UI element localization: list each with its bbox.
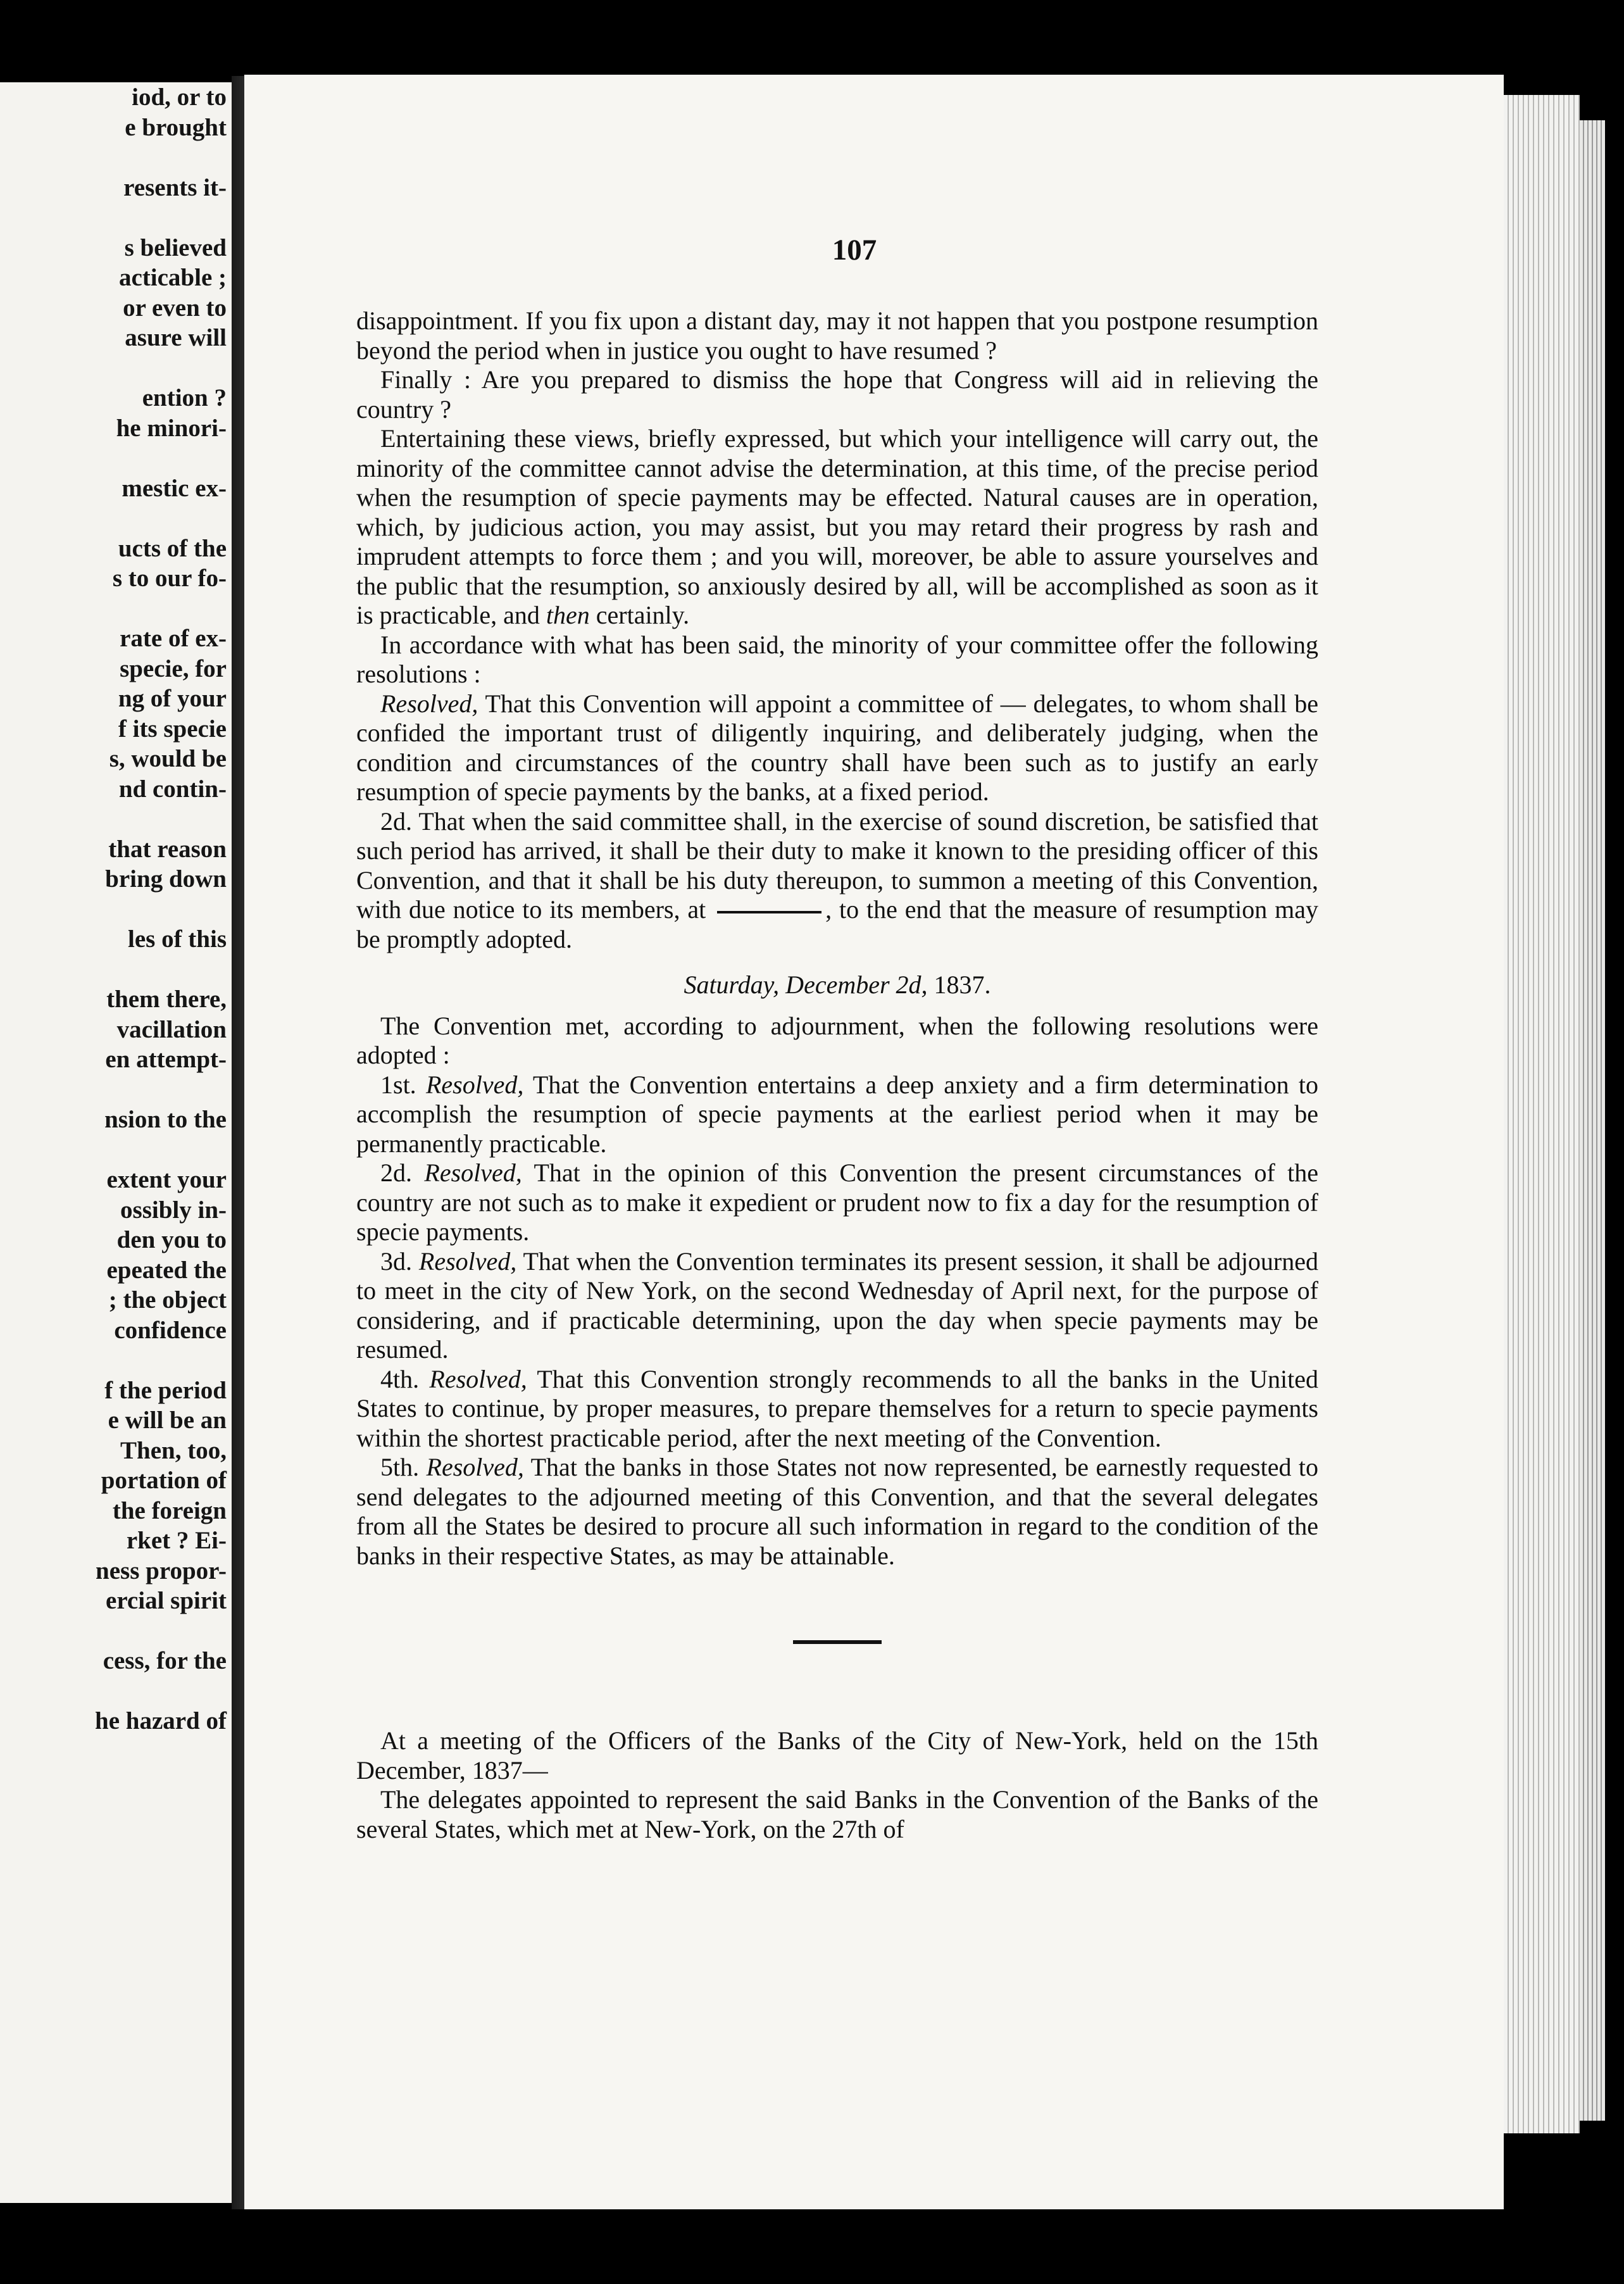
page-content	[356, 306, 1318, 1844]
left-page-line: ng of your	[118, 685, 227, 712]
resolution-1st	[356, 1070, 1318, 1159]
resolution-number: 5th.	[380, 1453, 420, 1481]
left-page-text	[0, 82, 227, 1736]
left-page-line: portation of	[101, 1467, 227, 1494]
left-page-line: epeated the	[106, 1256, 227, 1284]
resolution-3d	[356, 1247, 1318, 1365]
left-page-line	[0, 203, 227, 233]
left-page-line	[0, 955, 227, 985]
left-page-line: cess, for the	[103, 1647, 227, 1674]
left-page-line	[0, 503, 227, 534]
left-page-line	[0, 443, 227, 474]
left-page-line: iod, or to	[132, 84, 227, 111]
paragraph-delegates: The delegates appointed to represent the said Banks in the Convention of the Banks of the several States, which met at New-York, on the 27th of	[356, 1785, 1318, 1843]
page-edges	[1504, 95, 1580, 2133]
left-page-line	[0, 894, 227, 925]
left-page-line: he minori-	[116, 414, 227, 442]
left-page-line: e brought	[125, 113, 227, 141]
left-page-line: nsion to the	[104, 1106, 227, 1133]
left-page-line: f the period	[104, 1376, 227, 1404]
left-page-line: ness propor-	[96, 1557, 227, 1584]
paragraph-convention-met: The Convention met, according to adjournment, when the following resolutions were adopted :	[356, 1011, 1318, 1069]
resolution-minority-2	[356, 807, 1318, 955]
section-divider	[793, 1640, 882, 1644]
left-page-line: rket ? Ei-	[126, 1527, 227, 1554]
left-page-line: ercial spirit	[106, 1587, 227, 1614]
resolved-label: Resolved,	[424, 1158, 522, 1187]
resolution-5th	[356, 1453, 1318, 1571]
paragraph-accordance: In accordance with what has been said, the minority of your committee offer the following resolutions :	[356, 630, 1318, 688]
resolution-minority-1	[356, 689, 1318, 807]
left-page	[0, 82, 232, 2203]
resolved-label: Resolved,	[380, 689, 478, 718]
left-page-line: asure will	[125, 324, 227, 351]
left-page-line: ucts of the	[118, 534, 227, 562]
blank-line	[717, 911, 821, 913]
date-heading-year: 1837.	[934, 970, 991, 999]
paragraph-finally: Finally : Are you prepared to dismiss the hope that Congress will aid in relieving the country ?	[356, 365, 1318, 424]
left-page-line: acticable ;	[118, 264, 227, 291]
left-page-line	[0, 804, 227, 834]
resolved-label: Resolved,	[425, 1070, 524, 1099]
emphasis-then: then	[546, 601, 590, 629]
left-page-line: ; the object	[108, 1286, 227, 1314]
left-page-line: or even to	[123, 294, 227, 322]
resolution-number: 2d.	[380, 1158, 412, 1187]
left-page-line: Then, too,	[120, 1436, 227, 1464]
resolution-minority-1-text: That this Convention will appoint a committee of — delegates, to whom shall be confided the important trust of diligently inquiring, and deliberately judging, when the condition and circumstances of the country shall have been such as to justify an early resumption of specie payments by the banks, at a fixed period.	[356, 689, 1319, 806]
resolved-label: Resolved,	[429, 1364, 527, 1393]
resolution-number: 1st.	[380, 1070, 416, 1099]
left-page-line: he hazard of	[95, 1707, 227, 1735]
resolved-label: Resolved,	[418, 1246, 517, 1276]
paragraph-disappointment: disappointment. If you fix upon a distant day, may it not happen that you postpone resumption beyond the period when in justice you ought to have resumed ?	[356, 306, 1318, 365]
left-page-line: s believed	[124, 234, 227, 261]
left-page-line: e will be an	[108, 1407, 227, 1434]
left-page-line	[0, 1135, 227, 1165]
resolution-number: 4th.	[380, 1364, 420, 1393]
left-page-line	[0, 1616, 227, 1647]
resolution-text: That the banks in those States not now represented, be earnestly requested to send delegates to the adjourned meeting of this Convention, and that the several delegates from all the States be desired to procure all such information in regard to the condition of the banks in their respective States, as may be attainable.	[356, 1453, 1319, 1570]
left-page-line: rate of ex-	[120, 625, 227, 652]
resolution-minority-2-text: 2d. That when the said committee shall, in the exercise of sound discretion, be satisfied that such period has arrived, it shall be their duty to make it known to the presiding officer of this Convention, and that it shall be his duty thereupon, to summon a meeting of this Convention, with due notice to its members, at	[356, 806, 1318, 924]
paragraph-meeting-officers: At a meeting of the Officers of the Banks of the City of New-York, held on the 15th December, 1837—	[356, 1726, 1318, 1785]
left-page-line: s to our fo-	[112, 565, 227, 592]
left-page-line: extent your	[106, 1166, 227, 1193]
resolution-2d	[356, 1158, 1318, 1247]
left-page-line: s, would be	[109, 745, 227, 772]
left-page-line	[0, 353, 227, 384]
left-page-line: nd contin-	[118, 775, 227, 803]
left-page-line: f its specie	[118, 715, 227, 743]
paragraph-entertaining-end: certainly.	[596, 601, 690, 629]
left-page-line: resents it-	[123, 173, 227, 201]
left-page-line: bring down	[105, 865, 227, 893]
left-page-line: les of this	[128, 926, 227, 953]
date-heading	[356, 970, 1318, 1000]
left-page-line: them there,	[106, 986, 227, 1013]
page-edges-outer	[1580, 120, 1605, 2121]
resolution-text: That when the Convention terminates its present session, it shall be adjourned to meet in the city of New York, on the second Wednesday of April next, for the purpose of considering, and if practicable determining, upon the day when specie payments may be resumed.	[356, 1246, 1319, 1364]
resolution-text: That this Convention strongly recommends to all the banks in the United States to continue, by proper measures, to prepare themselves for a return to specie payments within the shortest practicable period, after the next meeting of the Convention.	[356, 1364, 1318, 1452]
left-page-line: that reason	[108, 835, 227, 863]
left-page-line	[0, 142, 227, 173]
left-page-line: specie, for	[120, 655, 227, 682]
resolution-4th	[356, 1365, 1318, 1453]
left-page-line: ention ?	[142, 384, 227, 411]
left-page-line: the foreign	[112, 1497, 227, 1524]
left-page-line: vacillation	[116, 1015, 227, 1043]
resolution-text: That the Convention entertains a deep anxiety and a firm determination to accomplish the resumption of specie payments at the earliest period when it may be permanently practicable.	[356, 1070, 1319, 1158]
resolution-text: That in the opinion of this Convention the present circumstances of the country are not such as to make it expedient or prudent now to fix a day for the resumption of specie payments.	[356, 1158, 1319, 1246]
left-page-line: en attempt-	[105, 1046, 227, 1073]
left-page-line: den you to	[116, 1226, 227, 1253]
left-page-line: confidence	[114, 1316, 227, 1344]
resolution-number: 3d.	[380, 1246, 412, 1276]
left-page-line: mestic ex-	[122, 474, 227, 502]
date-heading-day: Saturday, December 2d,	[684, 970, 928, 999]
left-page-line	[0, 1676, 227, 1707]
resolution-minority-2-end: , to the end that the measure of resumption may be promptly adopted.	[356, 895, 1319, 953]
page-number: 107	[832, 234, 877, 267]
left-page-line: ossibly in-	[120, 1196, 227, 1224]
left-page-line	[0, 1345, 227, 1376]
left-page-line	[0, 594, 227, 624]
paragraph-entertaining	[356, 424, 1318, 631]
left-page-line	[0, 1075, 227, 1105]
paragraph-entertaining-text: Entertaining these views, briefly expressed, but which your intelligence will carry out, the minority of the committee cannot advise the determination, at this time, of the precise period when the resumption of specie payments may be effected. Natural causes are in operation, which, by judicious action, you may assist, but you may retard their progress by rash and imprudent attempts to force them ; and you will, moreover, be able to assure yourselves and the public that the resumption, so anxiously desired by all, will be accomplished as soon as it is practicable, and	[356, 424, 1318, 629]
book-gutter	[232, 76, 244, 2209]
resolved-label: Resolved,	[426, 1453, 524, 1481]
